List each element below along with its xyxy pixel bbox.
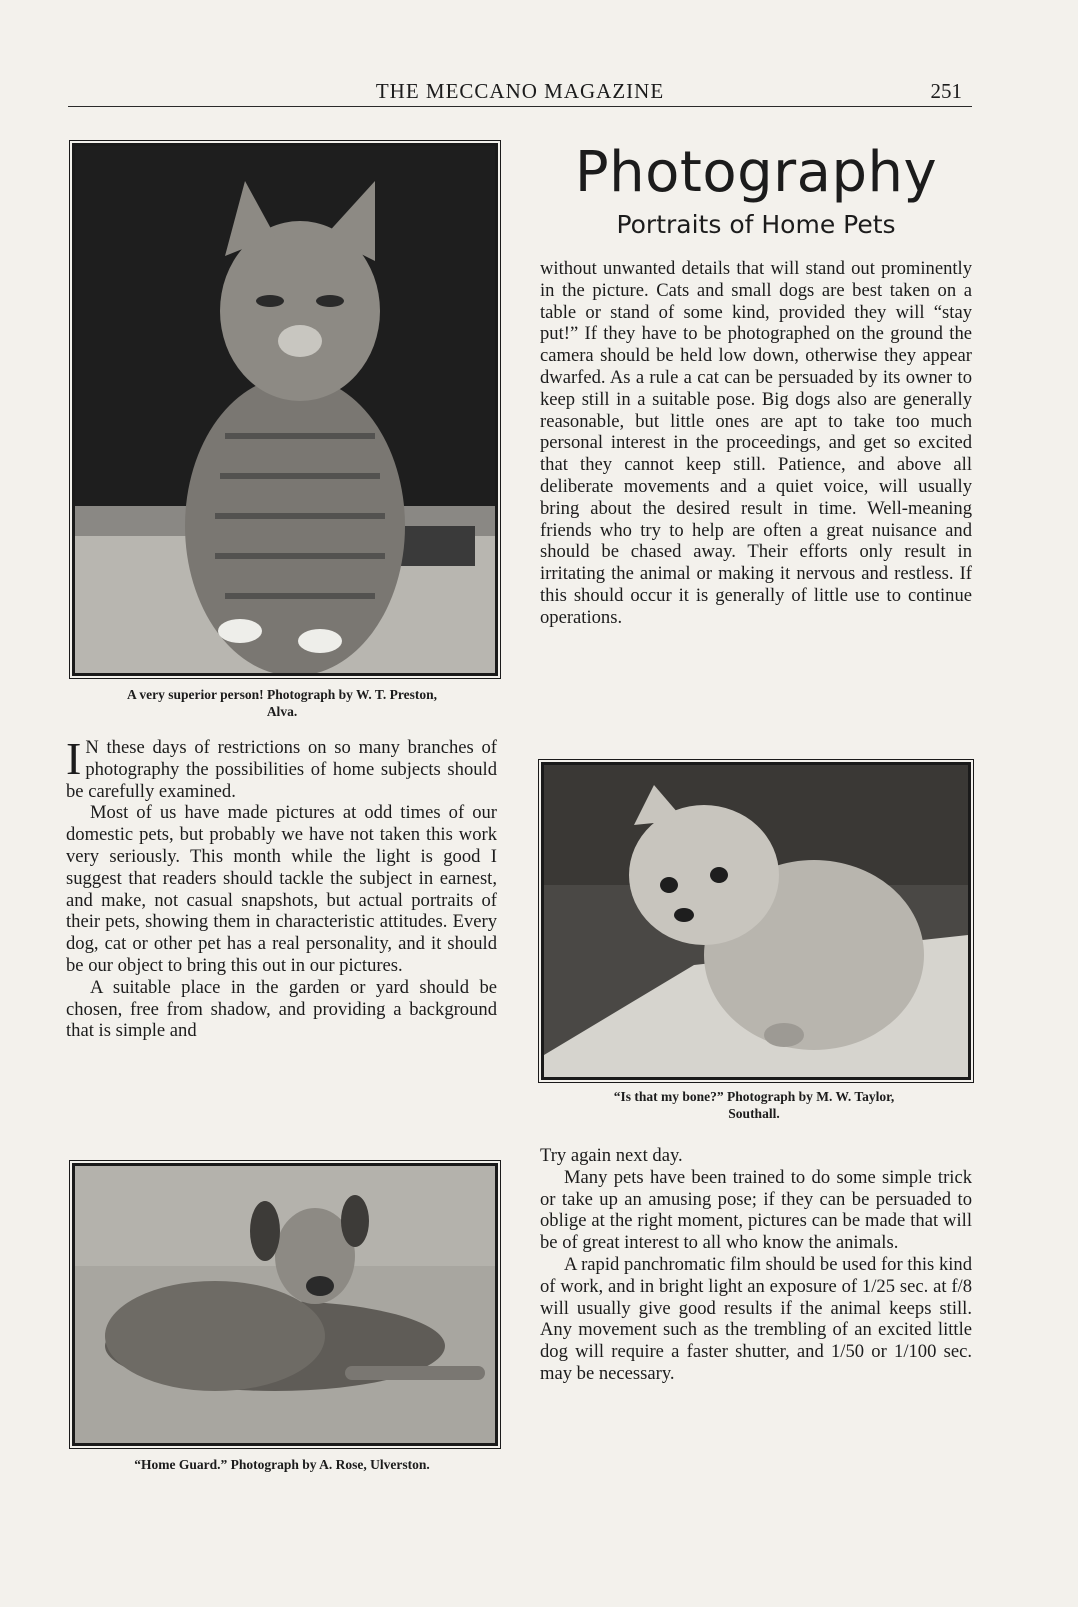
paragraph-3: A suitable place in the garden or yard should be chosen, free from shadow, and providing a background that is simple and bbox=[66, 976, 497, 1042]
page-number: 251 bbox=[930, 79, 962, 103]
right-top-paragraph: without unwanted details that will stand out prominently in the picture. Cats and small dogs are best taken on a table or stand of some kind, provided they will “stay put!” If they have to be photographed on the ground the camera should be held low down, otherwise they appear dwarfed. As a rule a cat can be persuaded by its owner to keep still in a suitable pose. Big dogs also are generally reasonable, but little ones are apt to take too much personal interest in the proceedings, and get so excited that they cannot keep still. Patience, and above all deliberate movements and a quiet voice, will usually bring about the desired result in time. Well-meaning friends who try to help are often a great nuisance and should be chased away. Their efforts only result in irritating the animal or making it nervous and restless. If this should occur it is generally of little use to continue operations. bbox=[540, 258, 972, 628]
right-column-bottom-text bbox=[540, 1145, 972, 1385]
left-column-text bbox=[66, 733, 497, 1042]
drop-cap: I bbox=[66, 733, 82, 784]
dog-image bbox=[75, 1166, 495, 1443]
cat-photo-caption bbox=[64, 686, 500, 720]
article-title: Photography bbox=[574, 140, 938, 205]
cat-caption-line2: Alva. bbox=[266, 704, 298, 719]
dog-photo bbox=[72, 1163, 498, 1446]
intro-text: N these days of restrictions on so many branches of photography the possibilities of home subjects should be carefully examined. bbox=[66, 737, 497, 802]
cat-photo bbox=[72, 143, 498, 676]
article-subtitle: Portraits of Home Pets bbox=[616, 210, 896, 239]
magazine-title: THE MECCANO MAGAZINE bbox=[375, 79, 665, 103]
intro-paragraph bbox=[66, 733, 497, 802]
right-bottom-paragraph-2: Many pets have been trained to do some simple trick or take up an amusing pose; if they can be persuaded to oblige at the right moment, pictures can be made that will be of great interest to all who know the animals. bbox=[540, 1166, 972, 1254]
pomeranian-caption-line2: Southall. bbox=[728, 1106, 780, 1121]
dog-caption-line1: “Home Guard.” Photograph by A. Rose, Ulverston. bbox=[134, 1457, 430, 1472]
paragraph-2: Most of us have made pictures at odd times of our domestic pets, but probably we have not taken this work very seriously. This month while the light is good I suggest that readers should tackle the subject in earnest, and make, not casual snapshots, but actual portraits of their pets, showing them in characteristic attitudes. Every dog, cat or other pet has a real personality, and it should be our object to bring this out in our pictures. bbox=[66, 802, 497, 976]
pomeranian-photo-caption bbox=[534, 1088, 974, 1122]
dog-photo-caption bbox=[64, 1456, 500, 1473]
cat-image bbox=[75, 146, 495, 673]
right-bottom-paragraph-3: A rapid panchromatic film should be used for this kind of work, and in bright light an exposure of 1/25 sec. at f/8 will usually give good results if the animal keeps still. Any movement such as the trembling of an excited little dog will require a faster shutter, and 1/50 or 1/100 sec. may be necessary. bbox=[540, 1253, 972, 1384]
page-header bbox=[68, 76, 972, 107]
pomeranian-image bbox=[544, 765, 968, 1077]
cat-caption-line1: A very superior person! Photograph by W. T. Preston, bbox=[127, 687, 437, 702]
right-column-top-text bbox=[540, 258, 972, 629]
pomeranian-caption-line1: “Is that my bone?” Photograph by M. W. Taylor, bbox=[613, 1089, 895, 1104]
pomeranian-photo bbox=[541, 762, 971, 1080]
right-bottom-paragraph-1: Try again next day. bbox=[540, 1145, 683, 1166]
